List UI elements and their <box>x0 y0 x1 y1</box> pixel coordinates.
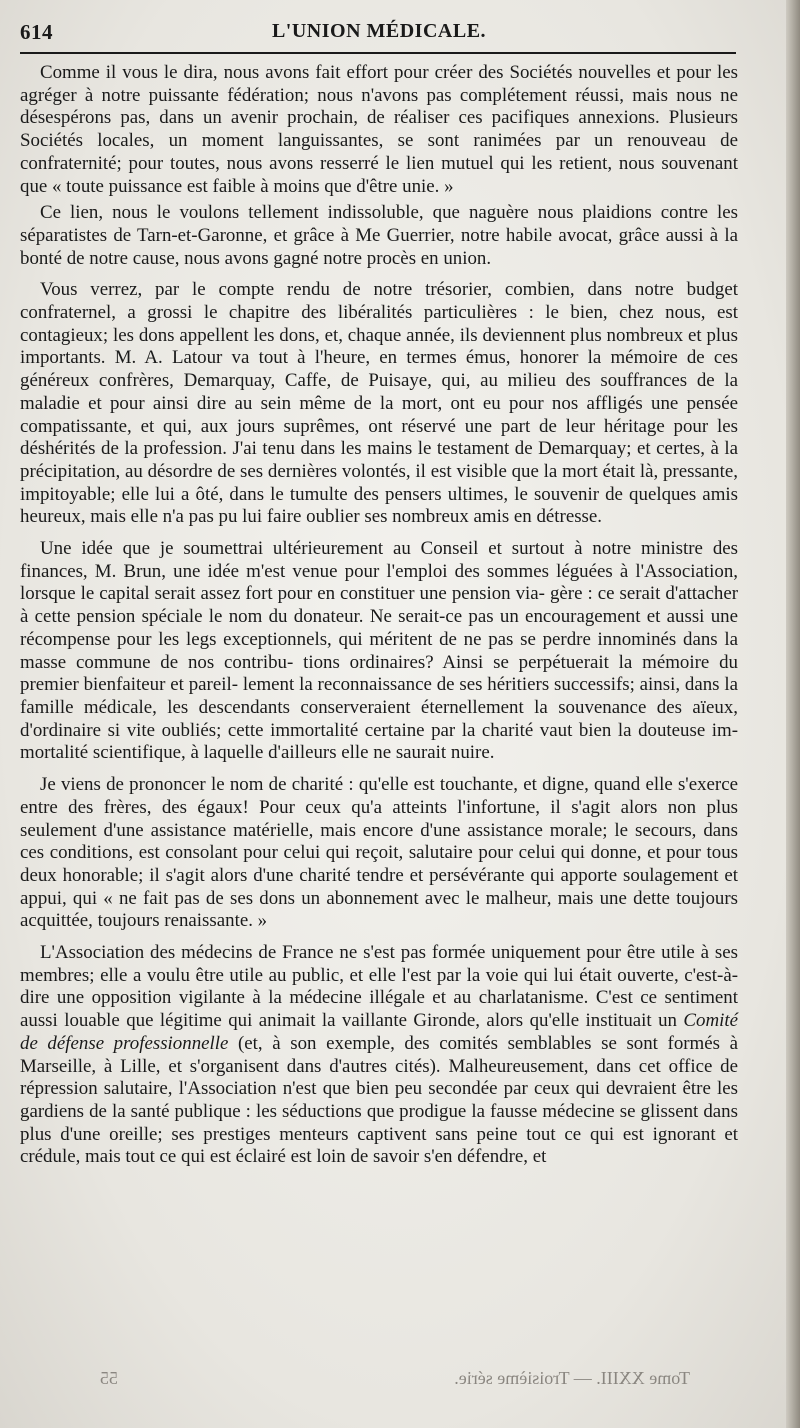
italic-committee-name: Comité de défense professionnelle <box>20 1010 738 1054</box>
article-body <box>20 62 738 1173</box>
paragraph-lien: Ce lien, nous le voulons tellement indissoluble, que naguère nous plaidions contre les séparatistes de Tarn-et-Garonne, et grâce à Me Guerrier, notre habile avocat, grâce aussi à la bonté de notre cause, nous avons gagné notre procès en union. <box>20 202 739 269</box>
footer-series: Tome XXIII. — Troisième série. <box>454 1368 690 1388</box>
paragraph-federation: Comme il vous le dira, nous avons fait effort pour créer des Sociétés nouvelles et pour les agréger à notre puissante fédération; nous n'avons pas complétement réussi, mais nous ne désespérons pas, dans un avenir prochain, de réaliser ces pacifiques annexions. Plusieurs Sociétés locales, un moment languissantes, se sont ranimées par un renouveau de confraternité; pour toutes, nous avons resserré le lien mutuel qui les retient, nous souvenant que « toute puissance est faible à moins que d'être unie. » <box>20 62 738 197</box>
paragraph-tresorier: Vous verrez, par le compte rendu de notre trésorier, combien, dans notre budget confraternel, a grossi le chapitre des libéralités particulières : le bien, chez nous, est contagieux; les dons appellent les dons, et, chaque année, ils deviennent plus nombreux et plus importants. M. A. Latour va tout à l'heure, en termes émus, honorer la mémoire de ces généreux confrères, Demarquay, Caffe, de Puisaye, qui, au milieu des souffrances de la maladie et pour ainsi dire au sein même de la mort, ont eu pour nos affligés une pensée compatissante, et qui, aux jours suprêmes, ont réservé une part de leur héritage pour les déshérités de la profession. J'ai tenu dans les mains le testament de Demarquay; et certes, à la précipitation, au désordre de ses dernières volontés, il est visible que la mort était là, pressante, impitoyable; elle lui a ôté, dans le tumulte des pensers ultimes, le souvenir de quelques amis heureux, mais elle n'a pas pu lui faire oublier ses nombreux amis en détresse. <box>20 279 738 528</box>
page-number: 614 <box>20 20 53 44</box>
paragraph-charite: Je viens de prononcer le nom de charité : qu'elle est touchante, et digne, quand elle s'exerce entre des frères, des égaux! Pour ceux qu'a atteints l'infortune, il s'agit alors non plus seulement d'une assistance matérielle, mais encore d'une assistance morale; le secours, dans ces conditions, est consolant pour celui qui reçoit, salutaire pour celui qui donne, et pour tous deux honorable; il s'agit alors d'une charité tendre et persévérante qui apporte soulagement et appui, qui « ne fait pas de ses dons un abonnement avec le malheur, mais une dette toujours acquittée, toujours renaissante. » <box>20 774 739 932</box>
paragraph-association: L'Association des médecins de France ne s'est pas formée uniquement pour être utile à ses membres; elle a voulu être utile au public, et elle l'est par la voie qui lui était ouverte, c'est-à-dire une opposition vigilante à la médecine illégale et au charlatanisme. C'est ce sentiment aussi louable que légitime qui animait la vaillante Gironde, alors qu'elle instituait un Comité de défense professionnelle (et, à son exemple, des comités semblables se sont formés à Marseille, à Lille, et s'organisent dans d'autres cités). Malheureusement, dans cet office de répression salutaire, l'Association n'est que bien peu secondée par ceux qui devraient être les gardiens de la santé publique : les séductions que prodigue la fausse médecine se glissent dans plus d'une oreille; ses prestiges menteurs captivent sans peine tout ce qui est ignorant et crédule, mais tout ce qui est éclairé est loin de savoir s'en défendre, et <box>20 942 739 1168</box>
header-rule <box>20 52 736 54</box>
mirrored-footer-bleedthrough <box>90 1368 710 1394</box>
page-edge-shadow <box>786 0 800 1428</box>
page-header <box>20 20 738 50</box>
paragraph-idee: Une idée que je soumettrai ultérieurement au Conseil et surtout à notre ministre des finances, M. Brun, une idée m'est venue pour l'emploi des sommes léguées à l'Association, lorsque le capital serait assez fort pour en constituer une pension via- gère : ce serait d'attacher à cette pension spéciale le nom du donateur. Ne serait-ce pas un encouragement et aussi une récompense pour les legs exceptionnels, qui méritent de ne pas se perdre innominés dans la masse commune de nos contribu- tions ordinaires? Ainsi se perpétuerait la mémoire du premier bienfaiteur et pareil- lement la reconnaissance de ses héritiers successifs; ainsi, dans la famille médicale, les descendants conserveraient éternellement la souvenance des aïeux, d'ordinaire si vite oubliés; cette immortalité certaine par la charité vaut bien la douteuse im- mortalité scientifique, à laquelle d'ailleurs elle ne saurait nuire. <box>20 538 738 764</box>
footer-signature: 55 <box>100 1368 118 1388</box>
journal-title: L'UNION MÉDICALE. <box>271 20 487 42</box>
